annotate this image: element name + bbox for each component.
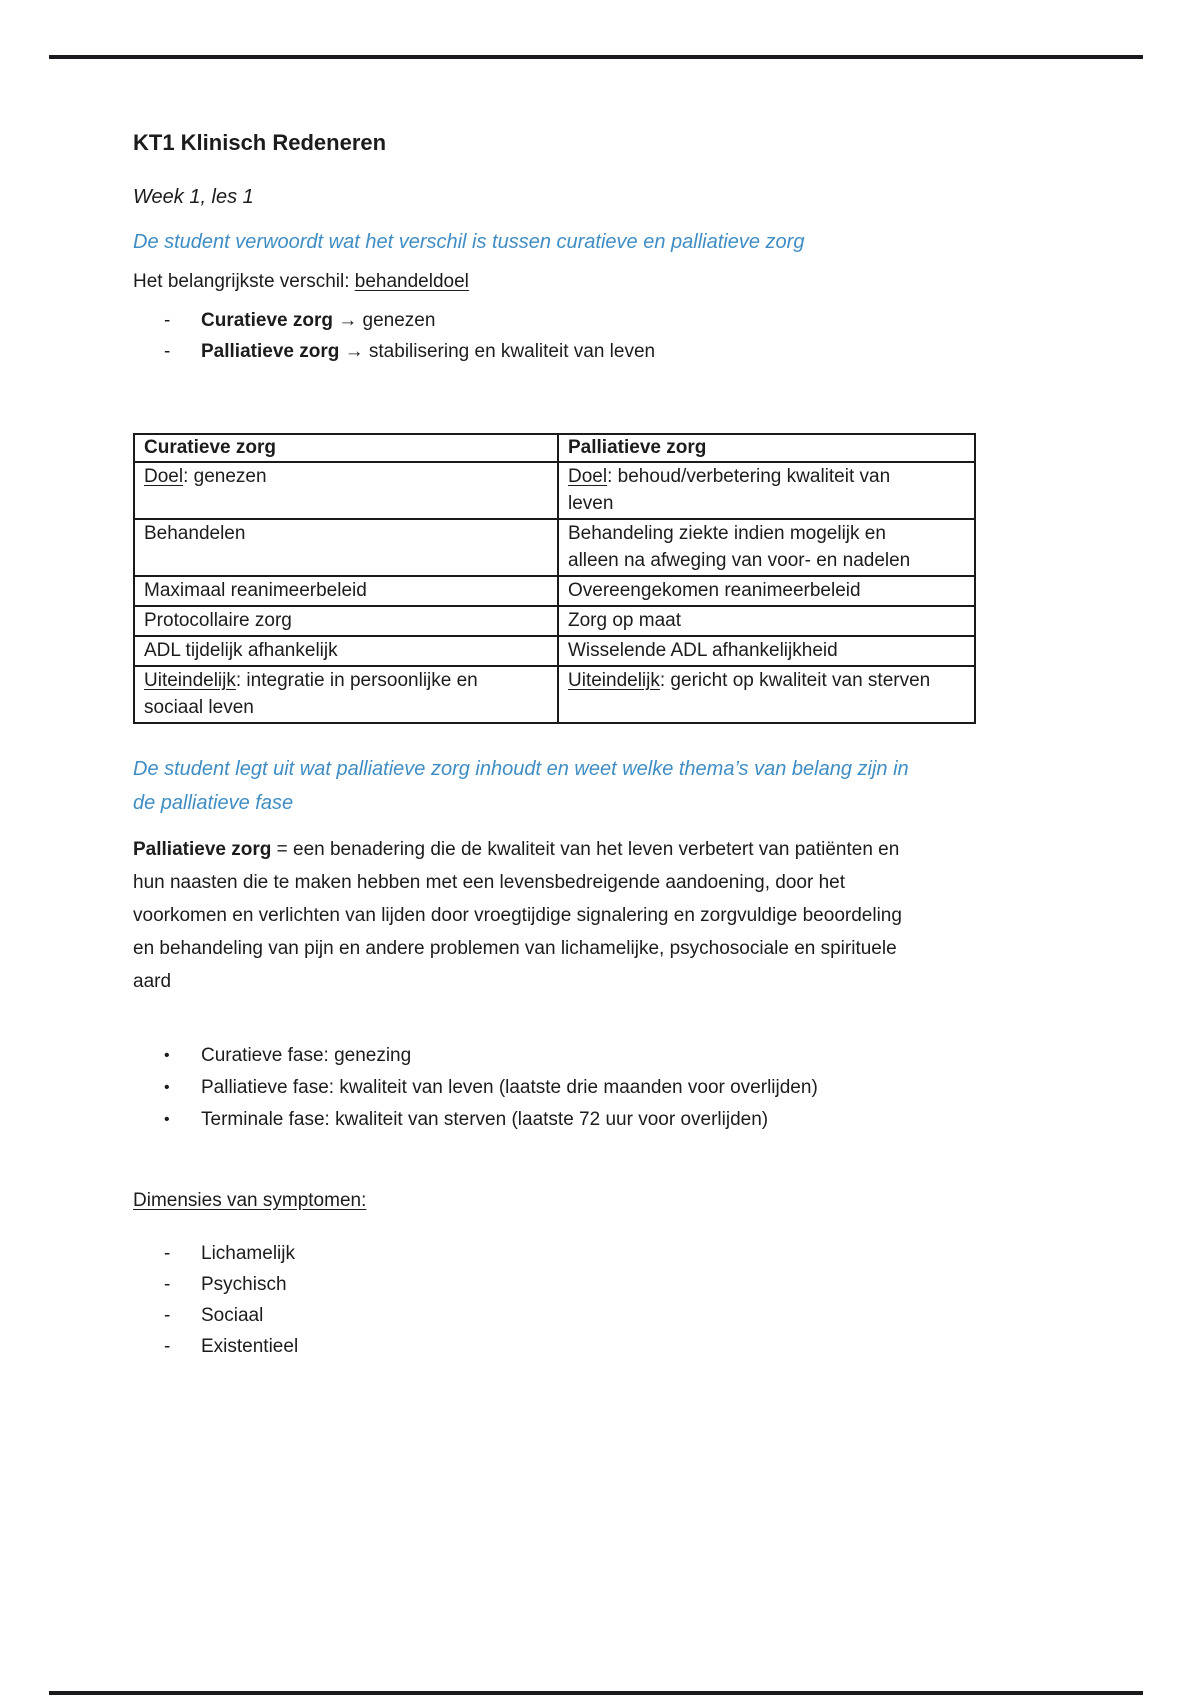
- list-item-text: Psychisch: [201, 1274, 287, 1295]
- cell-text-line2: leven: [568, 493, 614, 514]
- paragraph-line: [133, 899, 902, 932]
- dash-marker: -: [164, 1243, 171, 1264]
- list-item: [133, 1331, 298, 1362]
- list-item: [133, 336, 655, 367]
- comparison-table: [133, 433, 976, 724]
- table-row: [134, 636, 975, 666]
- table-row: [134, 519, 975, 576]
- dash-marker: -: [164, 1274, 171, 1295]
- cell-underlined: Doel: [568, 466, 608, 487]
- paragraph-bold: Palliatieve zorg: [133, 839, 272, 860]
- top-rule: [49, 55, 1143, 59]
- item-bold: Palliatieve zorg: [201, 341, 340, 362]
- list-item-text: Existentieel: [201, 1336, 299, 1357]
- list-item-text: Lichamelijk: [201, 1243, 295, 1264]
- table-header-row: [134, 434, 975, 462]
- cell-underlined: Doel: [144, 466, 184, 487]
- list-item-text: Sociaal: [201, 1305, 264, 1326]
- verschil-list: [133, 305, 655, 367]
- cell-text: : gericht op kwaliteit van sterven: [659, 670, 931, 691]
- cell-text-line2: alleen na afweging van voor- en nadelen: [568, 550, 911, 571]
- cell-text: Overeengekomen reanimeerbeleid: [568, 580, 861, 601]
- paragraph-line: [133, 965, 902, 998]
- bullet-marker: •: [164, 1079, 170, 1096]
- table-row: [134, 462, 975, 519]
- table-cell: [134, 666, 558, 723]
- learning-objective-2: [133, 752, 909, 820]
- cell-text: : genezen: [183, 466, 267, 487]
- list-item: [133, 1269, 298, 1300]
- table-cell: [558, 606, 975, 636]
- table-cell: [134, 606, 558, 636]
- objective-2-line2: de palliatieve fase: [133, 792, 294, 814]
- table-header-palliatieve: Palliatieve zorg: [558, 434, 975, 462]
- cell-text: Wisselende ADL afhankelijkheid: [568, 640, 838, 661]
- fase-list: [133, 1040, 818, 1136]
- table-cell: [558, 666, 975, 723]
- paragraph-text: aard: [133, 971, 172, 992]
- cell-underlined: Uiteindelijk: [568, 670, 660, 691]
- list-item: [133, 1104, 818, 1136]
- cell-text: : integratie in persoonlijke en: [235, 670, 478, 691]
- paragraph-text: hun naasten die te maken hebben met een levensbedreigende aandoening, door het: [133, 872, 845, 893]
- bullet-marker: •: [164, 1047, 170, 1064]
- paragraph-text: = een benadering die de kwaliteit van het leven verbetert van patiënten en: [271, 839, 900, 860]
- cell-text: Zorg op maat: [568, 610, 681, 631]
- list-item-text: [201, 336, 655, 367]
- list-item: [133, 1300, 298, 1331]
- table-row: [134, 606, 975, 636]
- cell-text: Behandelen: [144, 523, 246, 544]
- table-cell: [558, 636, 975, 666]
- list-item-text: Curatieve fase: genezing: [201, 1045, 412, 1066]
- table-header-curatieve: Curatieve zorg: [134, 434, 558, 462]
- table-cell: [134, 576, 558, 606]
- item-rest: → genezen: [332, 310, 436, 331]
- table-cell: [134, 462, 558, 519]
- list-item: [133, 1040, 818, 1072]
- dash-marker: -: [164, 1305, 171, 1326]
- week-subtitle: Week 1, les 1: [133, 186, 254, 208]
- cell-text: : behoud/verbetering kwaliteit van: [607, 466, 891, 487]
- cell-text: ADL tijdelijk afhankelijk: [144, 640, 338, 661]
- paragraph-line: [133, 833, 902, 866]
- dash-marker: -: [164, 1336, 171, 1357]
- item-rest: → stabilisering en kwaliteit van leven: [339, 341, 656, 362]
- list-item: [133, 1072, 818, 1104]
- dash-marker: -: [164, 341, 171, 362]
- cell-text: Maximaal reanimeerbeleid: [144, 580, 367, 601]
- paragraph-line: [133, 932, 902, 965]
- definition-paragraph: [133, 833, 902, 998]
- list-item: [133, 305, 655, 336]
- dimensies-heading: [133, 1190, 366, 1212]
- dimensies-list: [133, 1238, 298, 1362]
- key-difference-line: [133, 271, 469, 293]
- table-cell: [558, 462, 975, 519]
- table-cell: [134, 636, 558, 666]
- cell-text: Behandeling ziekte indien mogelijk en: [568, 523, 886, 544]
- list-item: [133, 1238, 298, 1269]
- paragraph-text: voorkomen en verlichten van lijden door vroegtijdige signalering en zorgvuldige beoordeling: [133, 905, 902, 926]
- list-item-text: Terminale fase: kwaliteit van sterven (laatste 72 uur voor overlijden): [201, 1109, 769, 1130]
- dimensies-heading-text: Dimensies van symptomen:: [133, 1190, 367, 1211]
- item-bold: Curatieve zorg: [201, 310, 333, 331]
- bullet-marker: •: [164, 1111, 170, 1128]
- cell-text-line2: sociaal leven: [144, 697, 254, 718]
- table-cell: [134, 519, 558, 576]
- page-title: KT1 Klinisch Redeneren: [133, 130, 387, 155]
- table-cell: [558, 519, 975, 576]
- key-difference-pre: Het belangrijkste verschil:: [133, 271, 355, 292]
- cell-underlined: Uiteindelijk: [144, 670, 236, 691]
- learning-objective-1: De student verwoordt wat het verschil is tussen curatieve en palliatieve zorg: [133, 231, 805, 253]
- list-item-text: [201, 305, 435, 336]
- list-item-text: Palliatieve fase: kwaliteit van leven (laatste drie maanden voor overlijden): [201, 1077, 818, 1098]
- paragraph-line: [133, 866, 902, 899]
- dash-marker: -: [164, 310, 171, 331]
- bottom-rule: [49, 1691, 1143, 1695]
- objective-2-line1: De student legt uit wat palliatieve zorg inhoudt en weet welke thema’s van belang zijn in: [133, 758, 909, 780]
- table-row: [134, 576, 975, 606]
- paragraph-text: en behandeling van pijn en andere problemen van lichamelijke, psychosociale en spirituele: [133, 938, 897, 959]
- cell-text: Protocollaire zorg: [144, 610, 292, 631]
- table-row: [134, 666, 975, 723]
- table-cell: [558, 576, 975, 606]
- key-difference-underlined: behandeldoel: [354, 271, 469, 292]
